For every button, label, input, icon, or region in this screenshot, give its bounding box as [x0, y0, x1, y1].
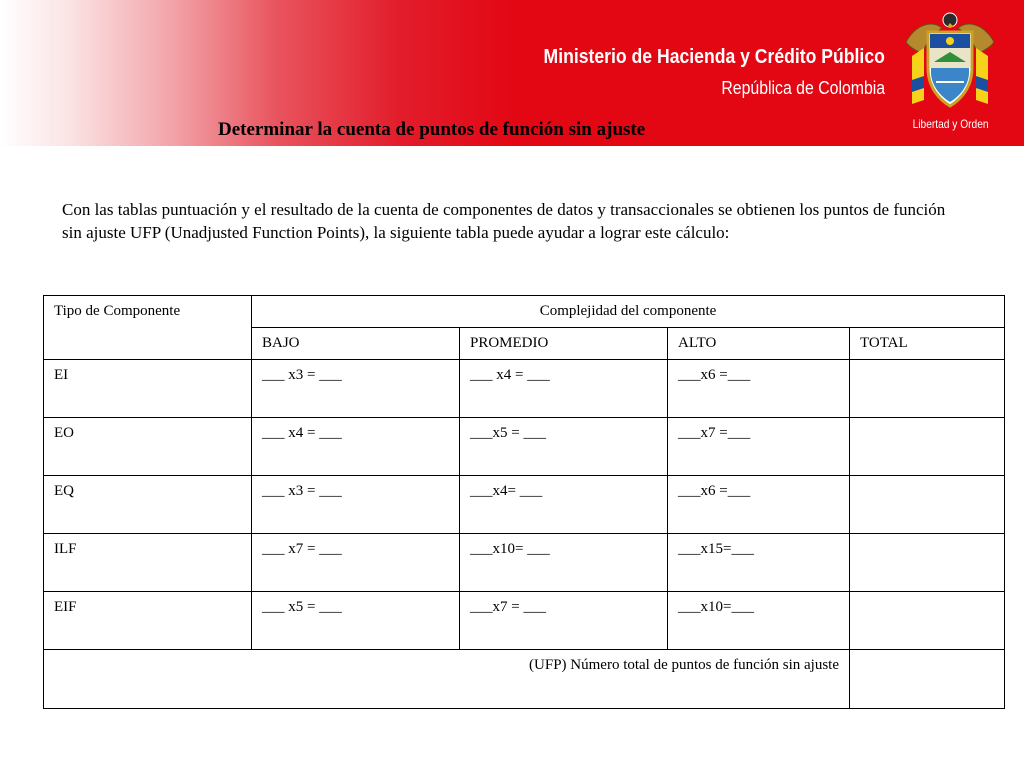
- cell-alto: ___x6 =___: [668, 360, 850, 418]
- ministry-name: Ministerio de Hacienda y Crédito Público: [543, 46, 885, 68]
- ufp-total-value: [850, 650, 1005, 709]
- row-type: EIF: [44, 592, 252, 650]
- republic-name: República de Colombia: [721, 78, 885, 98]
- row-type: ILF: [44, 534, 252, 592]
- table-footer-row: [44, 650, 1005, 709]
- col-alto: ALTO: [668, 328, 850, 360]
- table-row: [44, 534, 1005, 592]
- cell-total: [850, 418, 1005, 476]
- cell-alto: ___x6 =___: [668, 476, 850, 534]
- col-total: TOTAL: [850, 328, 1005, 360]
- row-type: EI: [44, 360, 252, 418]
- cell-promedio: ___x7 = ___: [460, 592, 668, 650]
- table-row: [44, 476, 1005, 534]
- table-row: [44, 360, 1005, 418]
- cell-alto: ___x7 =___: [668, 418, 850, 476]
- cell-promedio: ___x5 = ___: [460, 418, 668, 476]
- cell-total: [850, 592, 1005, 650]
- ufp-total-label: (UFP) Número total de puntos de función sin ajuste: [44, 650, 850, 709]
- row-type: EO: [44, 418, 252, 476]
- cell-alto: ___x10=___: [668, 592, 850, 650]
- cell-total: [850, 534, 1005, 592]
- motto: Libertad y Orden: [912, 117, 989, 131]
- table-row: [44, 592, 1005, 650]
- cell-alto: ___x15=___: [668, 534, 850, 592]
- coat-of-arms-icon: [898, 8, 1002, 112]
- cell-bajo: ___ x4 = ___: [252, 418, 460, 476]
- complexity-header: Complejidad del componente: [252, 296, 1005, 328]
- table-header-row: [44, 296, 1005, 328]
- ufp-table: [43, 295, 1005, 709]
- page-title: Determinar la cuenta de puntos de función sin ajuste: [218, 119, 646, 140]
- cell-promedio: ___ x4 = ___: [460, 360, 668, 418]
- cell-bajo: ___ x5 = ___: [252, 592, 460, 650]
- table-row: [44, 418, 1005, 476]
- cell-bajo: ___ x3 = ___: [252, 360, 460, 418]
- type-header: Tipo de Componente: [44, 296, 252, 360]
- cell-bajo: ___ x3 = ___: [252, 476, 460, 534]
- row-type: EQ: [44, 476, 252, 534]
- cell-total: [850, 360, 1005, 418]
- cell-total: [850, 476, 1005, 534]
- cell-promedio: ___x4= ___: [460, 476, 668, 534]
- cell-bajo: ___ x7 = ___: [252, 534, 460, 592]
- intro-paragraph: Con las tablas puntuación y el resultado de la cuenta de componentes de datos y transaccionales se obtienen los puntos de función sin ajuste UFP (Unadjusted Function Points), la siguiente tabla puede ayudar a lograr este cálculo:: [62, 200, 946, 242]
- cell-promedio: ___x10= ___: [460, 534, 668, 592]
- col-promedio: PROMEDIO: [460, 328, 668, 360]
- col-bajo: BAJO: [252, 328, 460, 360]
